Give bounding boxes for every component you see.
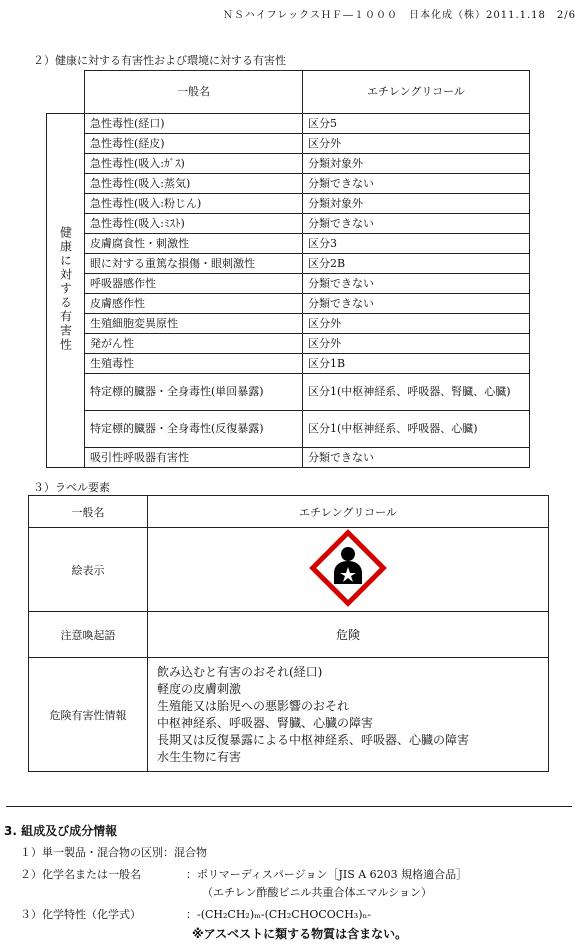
table-row <box>47 254 530 274</box>
table-row <box>47 334 530 354</box>
hazard-statement: 生殖能又は胎児への悪影響のおそれ <box>157 698 350 713</box>
hazard-classification: 区分外 <box>303 134 530 154</box>
chemical-formula-label: ３）化学特性（化学式） <box>20 908 141 921</box>
hazard-statement: 飲み込むと有害のおそれ(経口) <box>157 664 323 679</box>
hazard-classification: 区分外 <box>303 314 530 334</box>
table-row <box>47 194 530 214</box>
hazard-item: 急性毒性(経皮) <box>85 134 303 154</box>
hazard-classification: 区分外 <box>303 334 530 354</box>
hazard-classification: 区分1B <box>303 354 530 374</box>
table-row <box>47 374 530 411</box>
table-row <box>47 274 530 294</box>
table-row <box>47 354 530 374</box>
page-header: ＮＳハイフレックスＨＦ―１０００ 日本化成（株）2011.1.18 2/6 <box>222 10 576 21</box>
table-row <box>47 134 530 154</box>
hazard-classification: 分類対象外 <box>303 154 530 174</box>
hazard-item: 呼吸器感作性 <box>85 274 303 294</box>
hazard-classification: 区分1(中枢神経系、呼吸器、腎臓、心臓) <box>303 374 530 411</box>
hazard-item: 皮膚腐食性・刺激性 <box>85 234 303 254</box>
hazard-statement: 水生生物に有害 <box>157 749 242 764</box>
hazard-item: 生殖細胞変異原性 <box>85 314 303 334</box>
chemical-name-sub: （エチレン酢酸ビニル共重合体エマルション） <box>202 886 433 899</box>
hazard-classification: 分類できない <box>303 214 530 234</box>
hazard-classification: 分類対象外 <box>303 194 530 214</box>
table-row <box>47 154 530 174</box>
hazard-statement-list <box>149 661 547 769</box>
health-hazard-icon <box>309 529 387 607</box>
table-row <box>47 411 530 448</box>
hazard-item: 急性毒性(吸入:ｶﾞｽ) <box>85 154 303 174</box>
hazard-item: 特定標的臓器・全身毒性(単回暴露) <box>85 374 303 411</box>
hazard-classification: 区分2B <box>303 254 530 274</box>
table-row <box>47 448 530 468</box>
hazard-item: 急性毒性(経口) <box>85 114 303 134</box>
column-header-general: 一般名 <box>85 71 303 114</box>
chemical-name-label: ２）化学名または一般名 <box>20 868 141 881</box>
hazard-item: 急性毒性(吸入:粉じん) <box>85 194 303 214</box>
hazard-statement: 長期又は反復暴露による中枢神経系、呼吸器、心臓の障害 <box>157 732 470 747</box>
mixture-classification: １）単一製品・混合物の区別：混合物 <box>20 846 207 859</box>
general-name-label: 一般名 <box>29 496 148 528</box>
hazard-item: 吸引性呼吸器有害性 <box>85 448 303 468</box>
hazard-classification: 区分1(中枢神経系、呼吸器、心臓) <box>303 411 530 448</box>
hazard-classification: 区分3 <box>303 234 530 254</box>
general-name-value: エチレングリコール <box>148 496 549 528</box>
table-row <box>47 114 530 134</box>
category-label: 健康に対する有害性 <box>58 225 73 352</box>
hazard-statement: 中枢神経系、呼吸器、腎臓、心臓の障害 <box>157 715 374 730</box>
hazard-classification: 区分5 <box>303 114 530 134</box>
composition-section-title: 3. 組成及び成分情報 <box>4 824 118 838</box>
signal-word-label: 注意喚起語 <box>29 612 148 658</box>
hazard-classification: 分類できない <box>303 174 530 194</box>
hazard-item: 急性毒性(吸入:蒸気) <box>85 174 303 194</box>
section-divider <box>6 806 572 807</box>
chemical-name-value: ：ポリマーディスパージョン［JIS A 6203 規格適合品］ <box>186 868 468 881</box>
hazard-classification: 分類できない <box>303 274 530 294</box>
pictogram-label: 絵表示 <box>29 528 148 612</box>
hazard-item: 特定標的臓器・全身毒性(反復暴露) <box>85 411 303 448</box>
table-row <box>47 214 530 234</box>
hazard-statement-label: 危険有害性情報 <box>29 658 148 772</box>
label-elements-table <box>28 495 549 772</box>
hazard-item: 生殖毒性 <box>85 354 303 374</box>
hazard-classification: 分類できない <box>303 448 530 468</box>
table-row <box>47 234 530 254</box>
hazard-item: 急性毒性(吸入:ﾐｽﾄ) <box>85 214 303 234</box>
column-header-substance: エチレングリコール <box>303 71 530 114</box>
table-row <box>47 294 530 314</box>
hazard-item: 皮膚感作性 <box>85 294 303 314</box>
table-row <box>47 174 530 194</box>
hazard-classification: 分類できない <box>303 294 530 314</box>
hazard-item: 眼に対する重篤な損傷・眼刺激性 <box>85 254 303 274</box>
hazard-item: 発がん性 <box>85 334 303 354</box>
table-row <box>47 314 530 334</box>
section-3-title: ３）ラベル要素 <box>33 481 110 494</box>
chemical-formula-value: ：-(CH₂CH₂)ₘ-(CH₂CHOCOCH₃)ₙ- <box>186 908 371 921</box>
section-2-title: ２）健康に対する有害性および環境に対する有害性 <box>33 54 286 67</box>
health-hazard-table <box>46 70 530 468</box>
signal-word-value: 危険 <box>148 612 549 658</box>
asbestos-note: ※アスベストに類する物質は含まない。 <box>192 927 408 941</box>
hazard-statement: 軽度の皮膚刺激 <box>157 681 242 696</box>
